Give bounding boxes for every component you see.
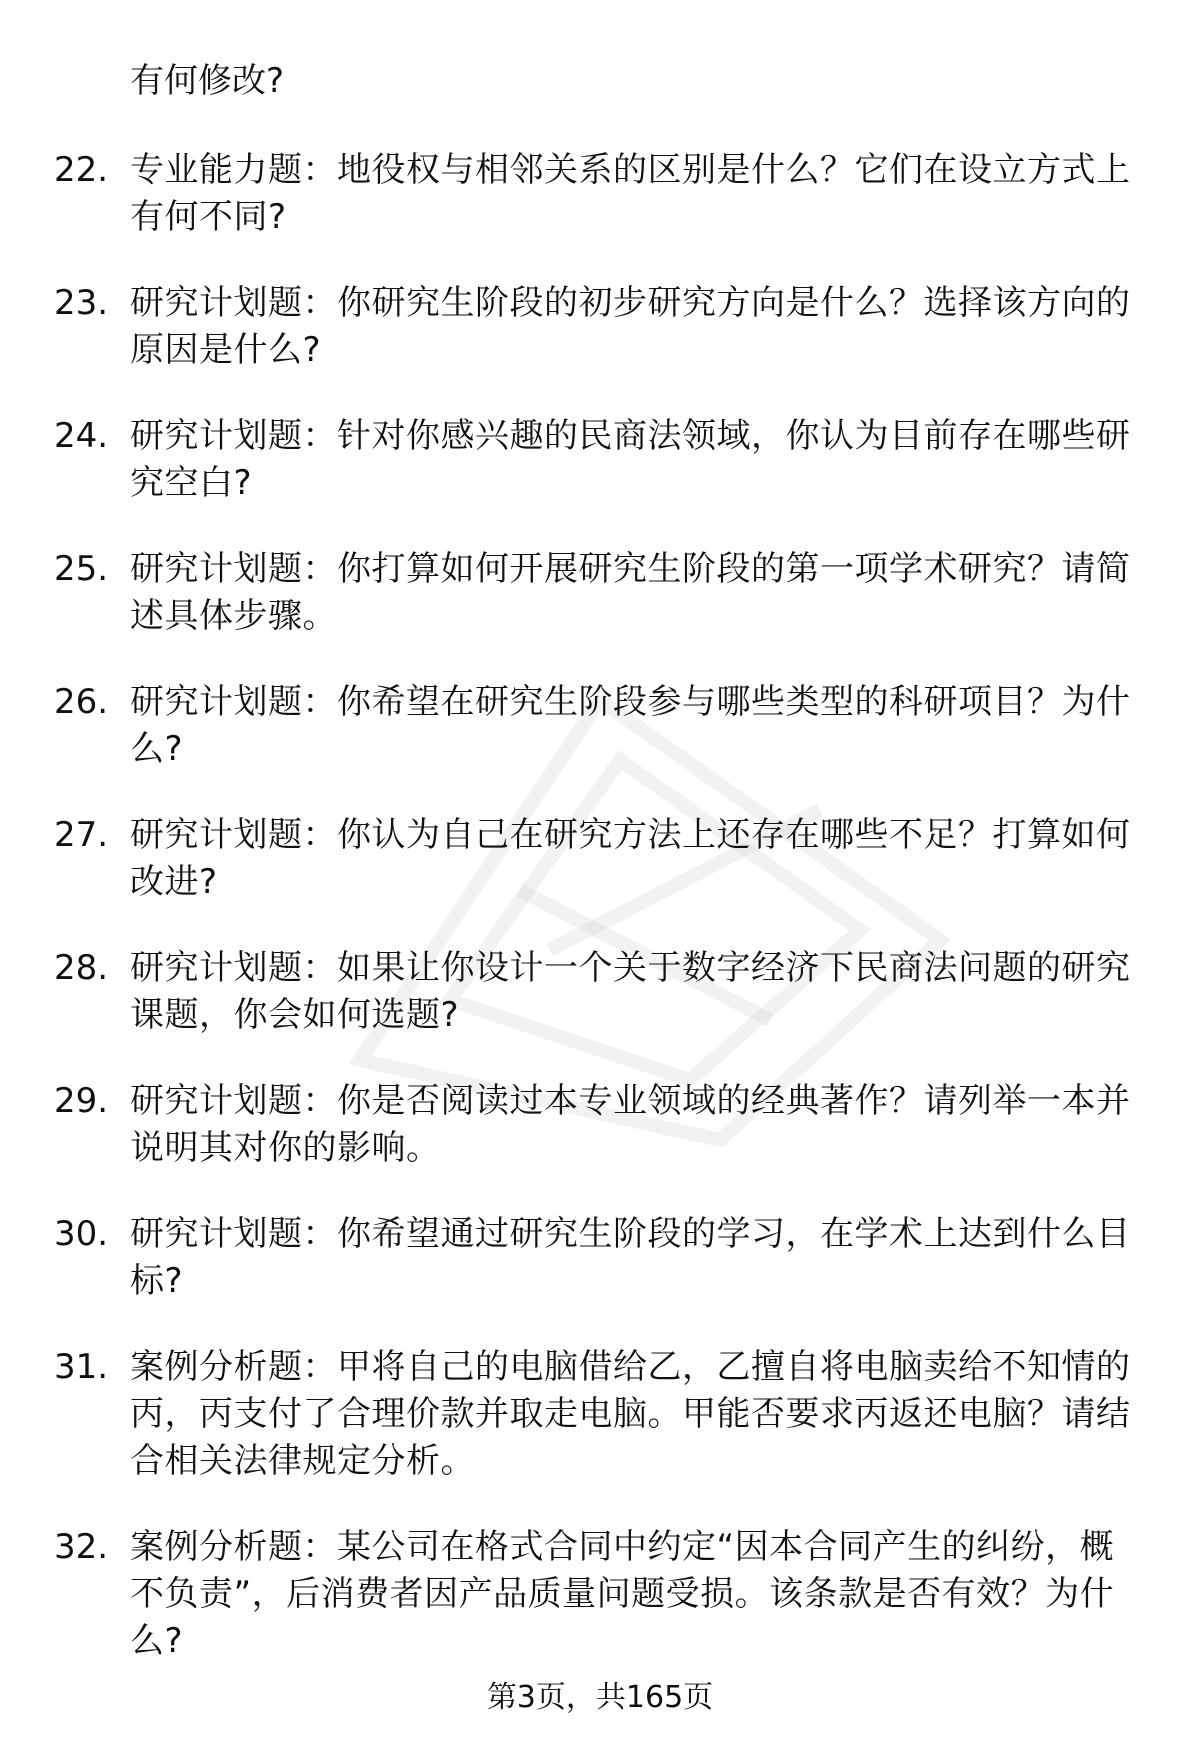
page-footer: 第3页，共165页 xyxy=(486,1680,714,1715)
question-item xyxy=(0,147,1200,241)
question-number: 32. xyxy=(54,1527,109,1567)
question-text: 研究计划题：你希望通过研究生阶段的学习，在学术上达到什么目标? xyxy=(130,1214,1131,1301)
question-item xyxy=(0,1524,1200,1665)
question-text: 研究计划题：你认为自己在研究方法上还存在哪些不足？打算如何改进? xyxy=(130,815,1131,902)
question-number: 27. xyxy=(54,815,109,855)
question-text: 研究计划题：如果让你设计一个关于数字经济下民商法问题的研究课题，你会如何选题? xyxy=(130,948,1131,1035)
question-text: 研究计划题：你希望在研究生阶段参与哪些类型的科研项目？为什么? xyxy=(130,682,1131,769)
question-text: 案例分析题：甲将自己的电脑借给乙，乙擅自将电脑卖给不知情的丙，丙支付了合理价款并取走电脑。甲能否要求丙返还电脑？请结合相关法律规定分析。 xyxy=(130,1347,1131,1481)
question-item xyxy=(0,1211,1200,1305)
question-number: 26. xyxy=(54,682,109,722)
question-item xyxy=(0,812,1200,906)
question-item xyxy=(0,945,1200,1039)
question-number: 22. xyxy=(54,150,109,190)
question-number: 28. xyxy=(54,948,109,988)
question-item xyxy=(0,546,1200,640)
question-item xyxy=(0,280,1200,374)
question-number: 25. xyxy=(54,549,109,589)
question-text: 专业能力题：地役权与相邻关系的区别是什么？它们在设立方式上有何不同? xyxy=(130,150,1131,237)
question-number: 31. xyxy=(54,1347,109,1387)
question-text: 研究计划题：你研究生阶段的初步研究方向是什么？选择该方向的原因是什么? xyxy=(130,283,1131,370)
continued-question-text: 有何修改? xyxy=(130,61,285,101)
question-number: 30. xyxy=(54,1214,109,1254)
question-text: 研究计划题：你是否阅读过本专业领域的经典著作？请列举一本并说明其对你的影响。 xyxy=(130,1081,1131,1168)
question-text: 研究计划题：你打算如何开展研究生阶段的第一项学术研究？请简述具体步骤。 xyxy=(130,549,1131,636)
question-list xyxy=(0,147,1200,1704)
question-text: 案例分析题：某公司在格式合同中约定“因本合同产生的纠纷，概不负责”，后消费者因产品质量问题受损。该条款是否有效？为什么? xyxy=(130,1527,1115,1661)
question-number: 24. xyxy=(54,416,109,456)
question-item xyxy=(0,413,1200,507)
question-item xyxy=(0,679,1200,773)
question-number: 29. xyxy=(54,1081,109,1121)
question-item xyxy=(0,1078,1200,1172)
question-text: 研究计划题：针对你感兴趣的民商法领域，你认为目前存在哪些研究空白? xyxy=(130,416,1131,503)
question-item xyxy=(0,1344,1200,1485)
question-number: 23. xyxy=(54,283,109,323)
